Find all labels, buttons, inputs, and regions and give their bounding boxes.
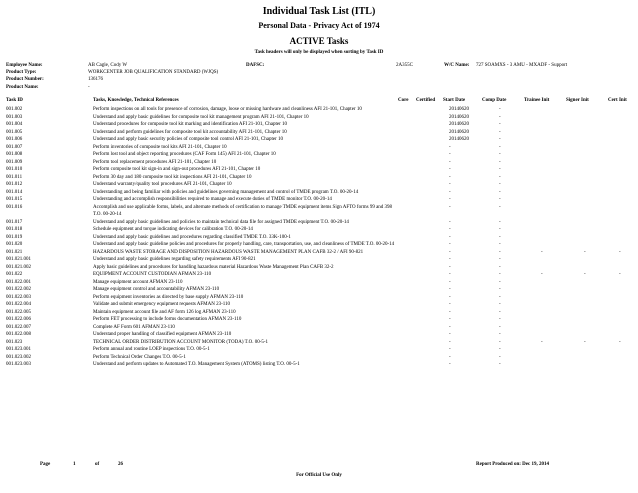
table-row xyxy=(6,316,632,324)
table-row xyxy=(6,106,632,114)
task-id-cell: 001.012 xyxy=(6,182,23,187)
start-date-cell: - xyxy=(449,354,451,360)
task-id-cell: 001.019 xyxy=(6,234,23,240)
task-description-cell: Understand and apply basic guidelines and policies to maintain technical data file for assigned TMDE equipment T.O. 00-20-14 xyxy=(93,219,349,225)
task-id-cell: 001.020 xyxy=(6,242,23,247)
col-start-date: Start Date xyxy=(443,98,466,103)
task-id-cell: 001.021 xyxy=(6,249,23,255)
start-date-cell: - xyxy=(449,317,451,322)
table-row xyxy=(6,354,632,362)
task-id-cell: 001.021.001 xyxy=(6,257,31,262)
task-description-cell: Maintain equipment account file and AF form 126 log AFMAN 23-110 xyxy=(93,309,236,315)
product-name-label: Product Name: xyxy=(6,84,39,90)
col-task-id: Task ID xyxy=(6,98,23,103)
comp-date-cell: - xyxy=(499,242,501,247)
comp-date-cell: - xyxy=(499,129,501,135)
task-id-cell: 001.021.002 xyxy=(6,264,31,270)
col-trainee-init: Trainee Init xyxy=(524,98,550,103)
employee-label: Employee Name: xyxy=(6,63,43,68)
comp-date-cell: - xyxy=(499,257,501,262)
task-id-cell: 001.018 xyxy=(6,227,23,232)
start-date-cell: - xyxy=(449,249,451,255)
task-description-cell: Perform equipment inventories as directed by base supply AFMAN 23-110 xyxy=(93,294,244,300)
product-type-label: Product Type: xyxy=(6,70,37,76)
col-comp-date: Comp Date xyxy=(482,98,507,103)
wc-label: W/C Name: xyxy=(444,63,470,68)
comp-date-cell: - xyxy=(499,354,501,360)
table-row xyxy=(6,294,632,302)
start-date-cell: - xyxy=(449,302,451,307)
task-description-cell: Understand and apply basic guidelines for composite tool kit management program AFI 21-101, Chapter 10 xyxy=(93,114,309,120)
table-row xyxy=(6,166,632,174)
task-description-cell: Manage equipment account AFMAN 23-110 xyxy=(93,279,183,285)
table-row xyxy=(6,129,632,137)
table-row xyxy=(6,256,632,264)
task-description-cell: Understanding and accomplish responsibilities required to manage and execute duties of TMDE monitor T.O. 00-20-14 xyxy=(93,197,332,202)
table-row xyxy=(6,234,632,242)
task-description-cell: Understand and perform updates to Automated T.O. Management System (ATOMS) listing T.O. 00-5-1 xyxy=(93,362,300,367)
product-number-label: Product Number: xyxy=(6,77,44,83)
task-id-cell: 001.008 xyxy=(6,152,23,157)
task-id-cell: 001.002 xyxy=(6,107,23,112)
employee-value: AB Cagle, Cody W xyxy=(88,63,128,68)
comp-date-cell: - xyxy=(499,107,501,112)
task-description-cell: EQUIPMENT ACCOUNT CUSTODIAN AFMAN 23-110 xyxy=(93,272,212,277)
col-certified: Certified xyxy=(416,98,436,103)
task-description-cell: HAZARDOUS WASTE STORAGE AND DISPOSITION HAZARDOUS WASTE MANAGEMENT PLAN CAFB 32-2 / AFI 90-821 xyxy=(93,249,364,255)
comp-date-cell: - xyxy=(499,339,501,345)
comp-date-cell: - xyxy=(499,279,501,285)
start-date-cell: - xyxy=(449,362,451,367)
task-description-cell: Manage equipment control and accountability AFMAN 23-110 xyxy=(93,287,220,292)
signer-init-cell: - xyxy=(584,249,586,255)
task-description-cell: Understand and apply basic guideline policies and procedures for properly handling, care, transportation, use, and cleanliness of TMDE T.O. 00-20-14 xyxy=(93,242,395,247)
task-description-cell: Understand warranty/quality tool procedures AFI 21-101, Chapter 10 xyxy=(93,182,232,187)
table-row xyxy=(6,226,632,234)
comp-date-cell: - xyxy=(499,264,501,270)
product-type-value: WORKCENTER JOB QUALIFICATION STANDARD (WJQS) xyxy=(88,70,219,76)
task-table xyxy=(6,106,632,369)
cert-init-cell: - xyxy=(619,249,621,255)
comp-date-cell: - xyxy=(499,174,501,180)
task-description-cell: Perform composite tool kit sign-in and sign-out procedures AFI 21-101, Chapter 10 xyxy=(93,167,261,172)
table-row xyxy=(6,309,632,317)
task-id-cell: 001.017 xyxy=(6,219,23,225)
start-date-cell: - xyxy=(449,324,451,330)
start-date-cell: 20140620 xyxy=(449,107,469,112)
task-id-cell: 001.016 xyxy=(6,204,23,210)
table-row xyxy=(6,136,632,144)
employee-info xyxy=(6,62,632,91)
table-row xyxy=(6,181,632,189)
start-date-cell: 20140620 xyxy=(449,137,469,142)
comp-date-cell: - xyxy=(499,189,501,195)
table-row xyxy=(6,339,632,347)
comp-date-cell: - xyxy=(499,362,501,367)
start-date-cell: - xyxy=(449,159,451,165)
table-row xyxy=(6,241,632,249)
comp-date-cell: - xyxy=(499,167,501,172)
comp-date-cell: - xyxy=(499,152,501,157)
comp-date-cell: - xyxy=(499,219,501,225)
start-date-cell: - xyxy=(449,234,451,240)
task-id-cell: 001.022.005 xyxy=(6,309,31,315)
comp-date-cell: - xyxy=(499,272,501,277)
report-date: Report Produced on: Dec 19, 2014 xyxy=(476,462,549,467)
signer-init-cell: - xyxy=(584,339,586,345)
start-date-cell: - xyxy=(449,204,451,210)
task-description-cell: Understand proper handling of classified equipment AFMAN 23-110 xyxy=(93,332,232,337)
signer-init-cell: - xyxy=(584,272,586,277)
comp-date-cell: - xyxy=(499,144,501,150)
comp-date-cell: - xyxy=(499,347,501,352)
table-row xyxy=(6,121,632,129)
comp-date-cell: - xyxy=(499,317,501,322)
task-id-cell: 001.003 xyxy=(6,114,23,120)
task-id-cell: 001.009 xyxy=(6,159,23,165)
table-row xyxy=(6,301,632,309)
table-row xyxy=(6,204,632,219)
start-date-cell: - xyxy=(449,272,451,277)
task-description-cell: Complete AF Form 601 AFMAN 23-110 xyxy=(93,324,175,330)
comp-date-cell: - xyxy=(499,324,501,330)
table-row xyxy=(6,159,632,167)
task-description-cell: Apply basic guidelines and procedures for handling hazardous material Hazardous Waste Management Plan CAFB 32-2 xyxy=(93,264,334,270)
task-id-cell: 001.004 xyxy=(6,122,23,127)
start-date-cell: - xyxy=(449,219,451,225)
task-description-cell: TECHNICAL ORDER DISTRIBUTION ACCOUNT MONITOR (TODA) T.O. 00-5-1 xyxy=(93,339,269,345)
comp-date-cell: - xyxy=(499,309,501,315)
task-id-cell: 001.023 xyxy=(6,339,23,345)
table-row xyxy=(6,271,632,279)
task-id-cell: 001.022.004 xyxy=(6,302,31,307)
comp-date-cell: - xyxy=(499,159,501,165)
task-id-cell: 001.023.003 xyxy=(6,362,31,367)
task-id-cell: 001.023.002 xyxy=(6,354,31,360)
product-number-value: 136176 xyxy=(88,77,103,83)
section-title: ACTIVE Tasks xyxy=(289,36,349,46)
task-id-cell: 001.022.006 xyxy=(6,317,31,322)
task-id-cell: 001.015 xyxy=(6,197,23,202)
table-row xyxy=(6,346,632,354)
task-description-cell: Perform FET processing to include forms documentation AFMAN 23-110 xyxy=(93,317,242,322)
col-core: Core xyxy=(398,98,409,103)
task-description-cell: Perform inspections on all tools for presence of corrosion, damage, loose or missing hardware and cleanliness AFI 21-101, Chapter 10 xyxy=(93,107,362,112)
page-label: Page xyxy=(40,462,51,467)
start-date-cell: - xyxy=(449,294,451,300)
start-date-cell: 20140620 xyxy=(449,129,469,135)
comp-date-cell: - xyxy=(499,249,501,255)
start-date-cell: - xyxy=(449,227,451,232)
start-date-cell: 20140620 xyxy=(449,114,469,120)
comp-date-cell: - xyxy=(499,227,501,232)
task-id-cell: 001.022.008 xyxy=(6,332,31,337)
sort-note: Task headers will only be displayed when sorting by Task ID xyxy=(254,50,384,55)
task-description-cell: Perform lost tool and object reporting procedures (CAF Form 145) AFI 21-101, Chapter 10 xyxy=(93,152,276,157)
table-row xyxy=(6,219,632,227)
task-description-cell: Perform inventories of composite tool kits AFI 21-101, Chapter 10 xyxy=(93,144,227,150)
page-total: 26 xyxy=(118,462,123,467)
table-row xyxy=(6,196,632,204)
table-row xyxy=(6,151,632,159)
task-description-cell: Understanding and being familiar with policies and guidelines governing management and control of TMDE program T.O. 00-20-14 xyxy=(93,189,359,195)
comp-date-cell: - xyxy=(499,287,501,292)
task-description-cell: Perform tool replacement procedures AFI 21-101, Chapter 10 xyxy=(93,159,217,165)
task-id-cell: 001.011 xyxy=(6,174,23,180)
task-description-cell: Perform annual and routine LOEP inspections T.O. 00-5-1 xyxy=(93,347,210,352)
comp-date-cell: - xyxy=(499,197,501,202)
report-title: Individual Task List (ITL) xyxy=(262,6,376,17)
task-id-cell: 001.022.001 xyxy=(6,279,31,285)
comp-date-cell: - xyxy=(499,122,501,127)
table-row xyxy=(6,144,632,152)
table-row xyxy=(6,249,632,257)
start-date-cell: - xyxy=(449,167,451,172)
task-id-cell: 001.022.002 xyxy=(6,287,31,292)
table-row xyxy=(6,189,632,197)
privacy-subtitle: Personal Data - Privacy Act of 1974 xyxy=(258,21,380,30)
table-row xyxy=(6,264,632,272)
task-description-cell: Schedule equipment and torque indicating devices for calibration T.O. 00-20-14 xyxy=(93,227,253,232)
table-row xyxy=(6,174,632,182)
comp-date-cell: - xyxy=(499,137,501,142)
table-row xyxy=(6,279,632,287)
cert-init-cell: - xyxy=(619,272,621,277)
start-date-cell: - xyxy=(449,182,451,187)
task-id-cell: 001.006 xyxy=(6,137,23,142)
col-cert-init: Cert Init xyxy=(608,98,627,103)
task-id-cell: 001.014 xyxy=(6,189,23,195)
col-signer-init: Signer Init xyxy=(566,98,589,103)
start-date-cell: - xyxy=(449,189,451,195)
start-date-cell: - xyxy=(449,347,451,352)
task-description-cell: Understand and apply basic guidelines and procedures regarding classified TMDE T.O. 33K-100-1 xyxy=(93,234,291,240)
task-description-cell: Understand and apply basic guidelines regarding safety requirements AFI 90-821 xyxy=(93,257,256,262)
official-use-notice: For Official Use Only xyxy=(296,473,342,478)
product-name-value: - xyxy=(88,84,90,90)
start-date-cell: - xyxy=(449,279,451,285)
start-date-cell: - xyxy=(449,242,451,247)
start-date-cell: - xyxy=(449,144,451,150)
comp-date-cell: - xyxy=(499,114,501,120)
comp-date-cell: - xyxy=(499,332,501,337)
task-description-cell: Accomplish and use applicable forms, labels, and alternate methods of certification to manage TMDE equipment items Sign AFTO forms 99 and 398 T.O. 00-20-14 xyxy=(93,204,393,217)
wc-value: 727 SOAMXS - 3 AMU - MXADF - Support xyxy=(476,63,568,68)
trainee-init-cell: - xyxy=(541,339,543,345)
cert-init-cell: - xyxy=(619,339,621,345)
task-id-cell: 001.010 xyxy=(6,167,23,172)
task-id-cell: 001.022.007 xyxy=(6,324,31,330)
comp-date-cell: - xyxy=(499,182,501,187)
dafsc-label: DAFSC: xyxy=(246,63,265,68)
start-date-cell: - xyxy=(449,197,451,202)
task-description-cell: Perform 30 day and 180 composite tool kit inspections AFI 21-101, Chapter 10 xyxy=(93,174,252,180)
task-description-cell: Perform Technical Order Changes T.O. 00-5-1 xyxy=(93,354,186,360)
comp-date-cell: - xyxy=(499,302,501,307)
start-date-cell: 20140620 xyxy=(449,122,469,127)
start-date-cell: - xyxy=(449,257,451,262)
start-date-cell: - xyxy=(449,152,451,157)
of-label: of xyxy=(95,462,100,467)
task-description-cell: Understand and apply basic security policies of composite tool control AFI 21-101, Chapter 10 xyxy=(93,137,283,142)
start-date-cell: - xyxy=(449,287,451,292)
task-id-cell: 001.007 xyxy=(6,144,23,150)
task-id-cell: 001.005 xyxy=(6,129,23,135)
start-date-cell: - xyxy=(449,309,451,315)
task-description-cell: Validate and submit emergency equipment requests AFMAN 23-110 xyxy=(93,302,231,307)
start-date-cell: - xyxy=(449,339,451,345)
trainee-init-cell: - xyxy=(541,249,543,255)
comp-date-cell: - xyxy=(499,234,501,240)
col-task: Tasks, Knowledge, Technical References xyxy=(93,98,179,103)
table-row xyxy=(6,331,632,339)
dafsc-value: 2A355C xyxy=(396,63,413,68)
table-row xyxy=(6,286,632,294)
table-row xyxy=(6,114,632,122)
trainee-init-cell: - xyxy=(541,272,543,277)
table-row xyxy=(6,324,632,332)
table-row xyxy=(6,361,632,369)
task-id-cell: 001.023.001 xyxy=(6,347,31,352)
task-description-cell: Understand procedures for composite tool kit marking and identification AFI 21-101, Chapter 10 xyxy=(93,122,287,127)
start-date-cell: - xyxy=(449,332,451,337)
start-date-cell: - xyxy=(449,174,451,180)
page-number: 1 xyxy=(73,462,76,467)
start-date-cell: - xyxy=(449,264,451,270)
task-description-cell: Understand and perform guidelines for composite tool kit accountability AFI 21-101, Chapter 10 xyxy=(93,129,287,135)
comp-date-cell: - xyxy=(499,204,501,210)
task-id-cell: 001.022 xyxy=(6,272,23,277)
task-id-cell: 001.022.003 xyxy=(6,294,31,300)
comp-date-cell: - xyxy=(499,294,501,300)
